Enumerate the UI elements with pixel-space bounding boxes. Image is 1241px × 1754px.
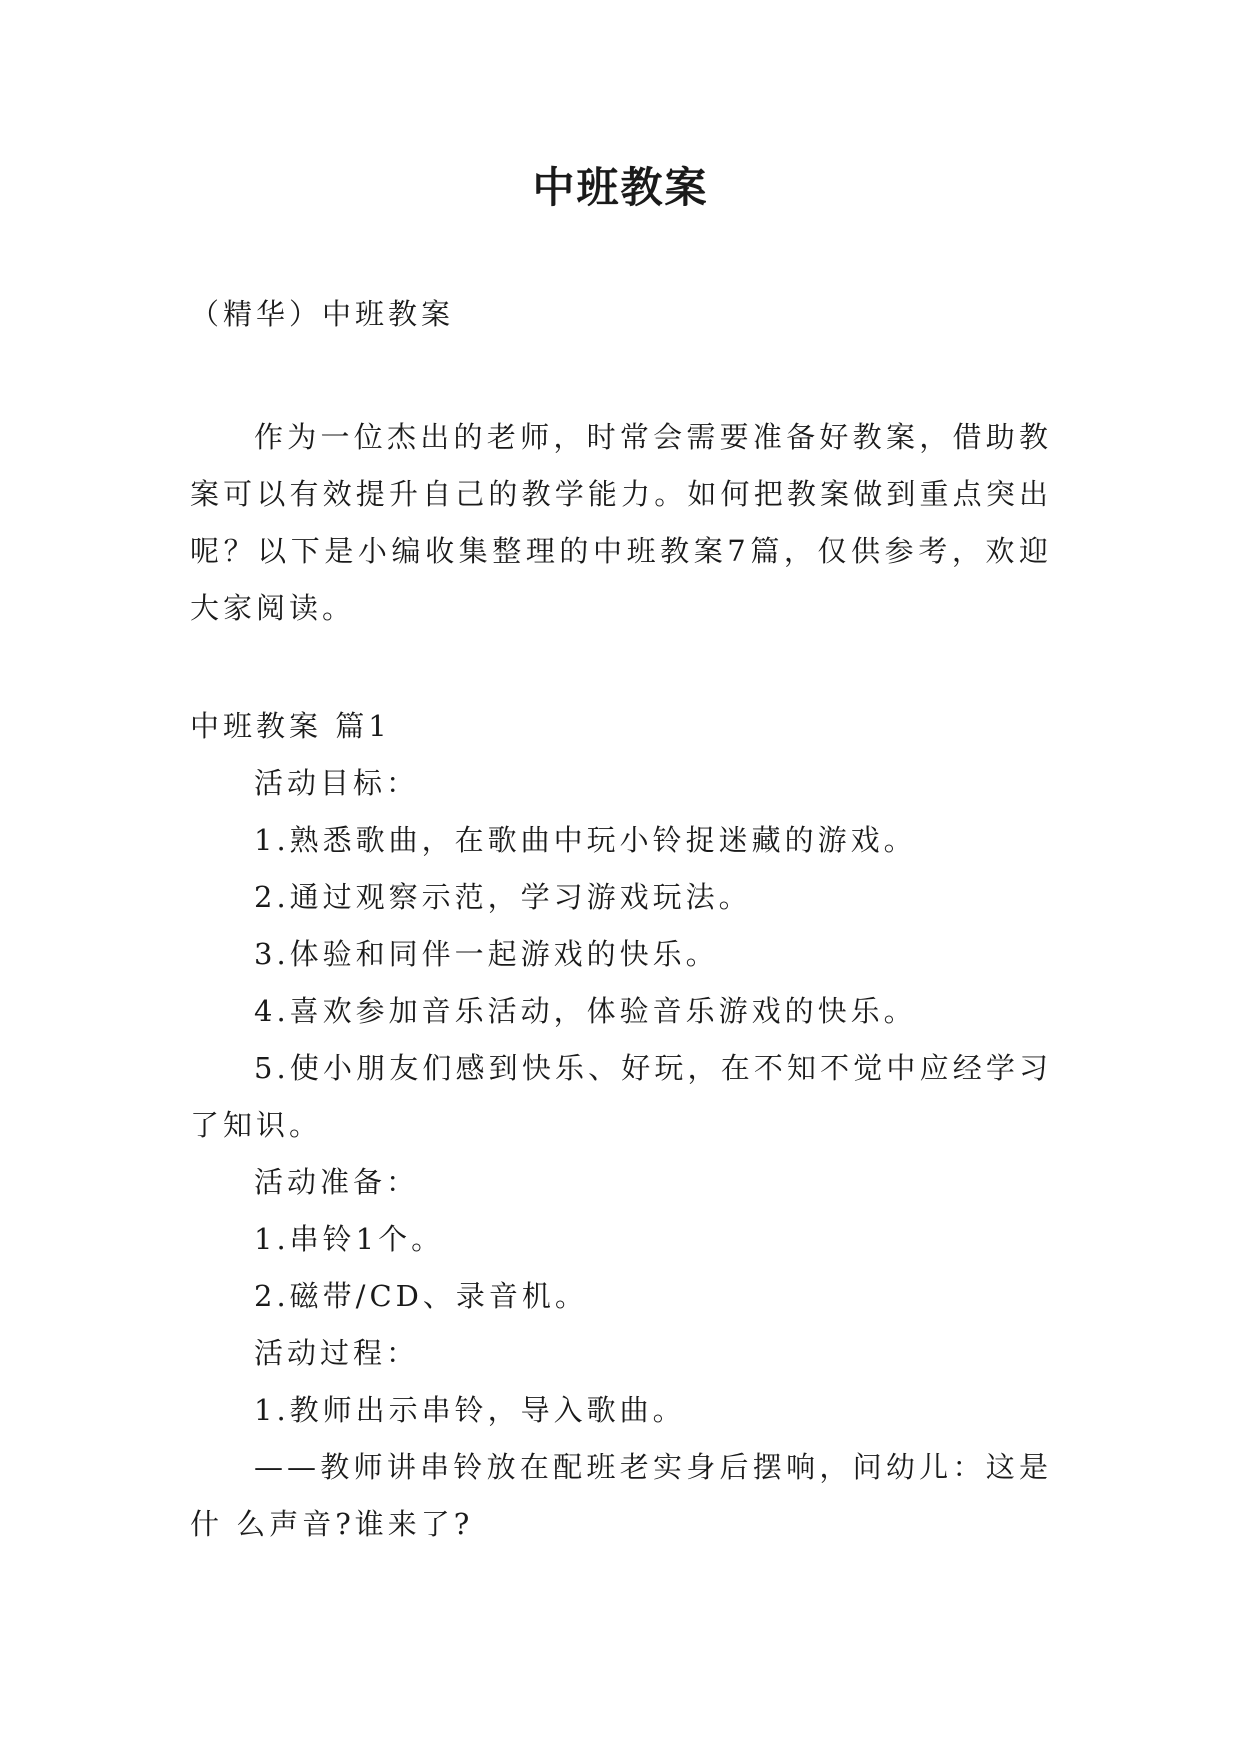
goal-item: 3.体验和同伴一起游戏的快乐。 <box>254 937 719 971</box>
goal-item: 2.通过观察示范，学习游戏玩法。 <box>254 880 752 914</box>
process-item: 1.教师出示串铃，导入歌曲。 <box>254 1393 686 1427</box>
process-item: ——教师讲串铃放在配班老实身后摆响，问幼儿：这是什 么声音?谁来了? <box>190 1450 1052 1541</box>
prep-item: 1.串铃1个。 <box>254 1222 445 1256</box>
goals-label: 活动目标： <box>254 766 420 800</box>
goal-item: 5.使小朋友们感到快乐、好玩，在不知不觉中应经学习了知识。 <box>190 1051 1052 1142</box>
document-title: 中班教案 <box>532 163 709 212</box>
document-subtitle: （精华）中班教案 <box>190 297 455 331</box>
section-heading: 中班教案 篇1 <box>190 709 391 743</box>
lesson-section-1 <box>190 698 1052 1553</box>
process-label: 活动过程： <box>254 1336 420 1370</box>
intro-paragraph: 作为一位杰出的老师，时常会需要准备好教案，借助教案可以有效提升自己的教学能力。如何把教案做到重点突出呢？以下是小编收集整理的中班教案7篇，仅供参考，欢迎大家阅读。 <box>190 420 1052 625</box>
goal-item: 4.喜欢参加音乐活动，体验音乐游戏的快乐。 <box>254 994 917 1028</box>
prep-item: 2.磁带/CD、录音机。 <box>254 1279 588 1313</box>
goal-item: 1.熟悉歌曲，在歌曲中玩小铃捉迷藏的游戏。 <box>254 823 917 857</box>
prep-label: 活动准备： <box>254 1165 420 1199</box>
